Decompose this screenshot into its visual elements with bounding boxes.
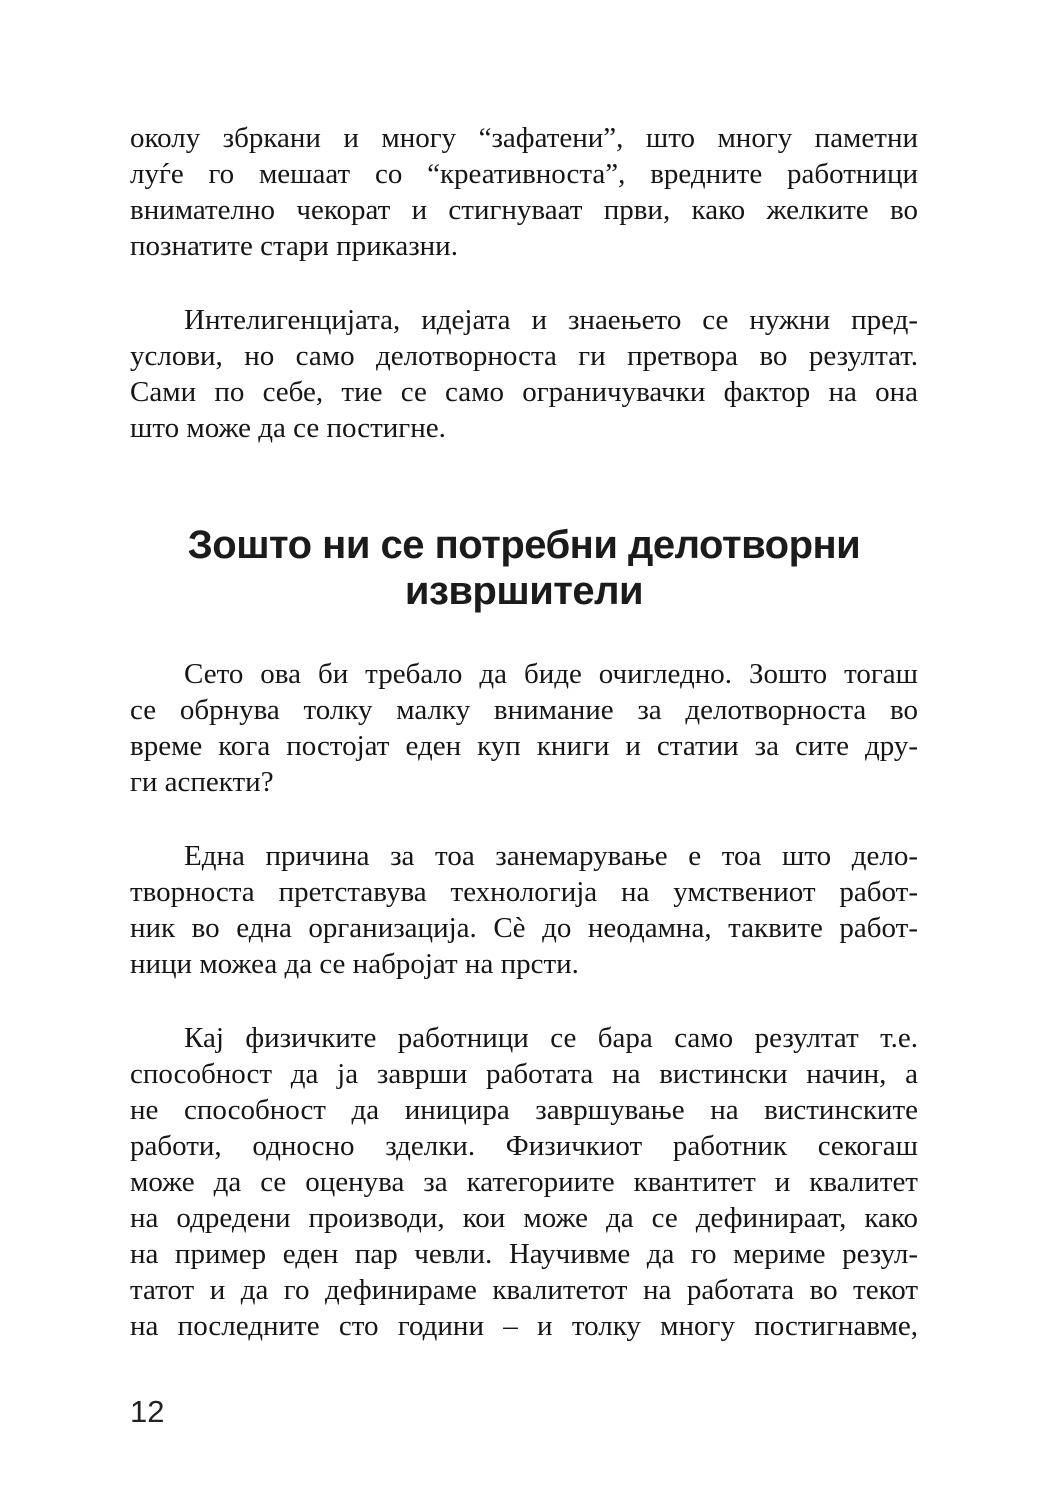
text-line: не способност да иницира завршување на вистинските — [130, 1094, 918, 1126]
paragraph — [130, 1020, 918, 1344]
text-line: време кога постојат еден куп книги и статии за сите дру- — [130, 730, 918, 762]
text-line: Кај физичките работници се бара само резултат т.е. — [184, 1022, 918, 1054]
paragraph — [130, 302, 918, 446]
text-line: ник во една организација. Сè до неодамна, таквите работ- — [130, 912, 918, 944]
text-line: Интелигенцијата, идејата и знаењето се нужни пред- — [184, 304, 918, 336]
page-text-block — [130, 120, 918, 1382]
text-line: околу збркани и многу “зафатени”, што многу паметни — [130, 122, 918, 154]
text-line: може да се оценува за категориите квантитет и квалитет — [130, 1166, 918, 1198]
text-line: Зошто ни се потребни делотворни — [187, 523, 861, 567]
text-line: ници можеа да се набројат на прсти. — [130, 948, 579, 980]
text-line: услови, но само делотворноста ги претвора во резултат. — [130, 340, 918, 372]
paragraph — [130, 838, 918, 982]
text-line: познатите стари приказни. — [130, 230, 458, 262]
text-line: на одредени производи, кои може да се дефинираат, како — [130, 1202, 918, 1234]
text-line: внимателно чекорат и стигнуваат први, како желките во — [130, 194, 918, 226]
text-line: творноста претставува технологија на умствениот работ- — [130, 876, 918, 908]
text-line: што може да се постигне. — [130, 412, 446, 444]
text-line: извршители — [404, 569, 644, 613]
text-line: Една причина за тоа занемарување е тоа што дело- — [184, 840, 918, 872]
page-number: 12 — [130, 1394, 165, 1429]
text-line: татот и да го дефинираме квалитетот на работата во текот — [130, 1274, 918, 1306]
text-line: Сето ова би требало да биде очигледно. Зошто тогаш — [184, 658, 918, 690]
text-line: луѓе го мешаат со “креативноста”, вредните работници — [130, 158, 918, 190]
text-line: на последните сто години – и толку многу постигнавме, — [130, 1310, 918, 1342]
text-line: се обрнува толку малку внимание за делотворноста во — [130, 694, 918, 726]
paragraph-continuation — [130, 120, 918, 264]
text-line: ги аспекти? — [130, 766, 274, 798]
text-line: способност да ја заврши работата на вистински начин, а — [130, 1058, 918, 1090]
text-line: Сами по себе, тие се само ограничувачки фактор на она — [130, 376, 918, 408]
text-line: работи, односно зделки. Физичкиот работник секогаш — [130, 1130, 918, 1162]
paragraph — [130, 656, 918, 800]
section-heading — [130, 522, 918, 614]
text-line: на пример еден пар чевли. Научивме да го мериме резул- — [130, 1238, 918, 1270]
